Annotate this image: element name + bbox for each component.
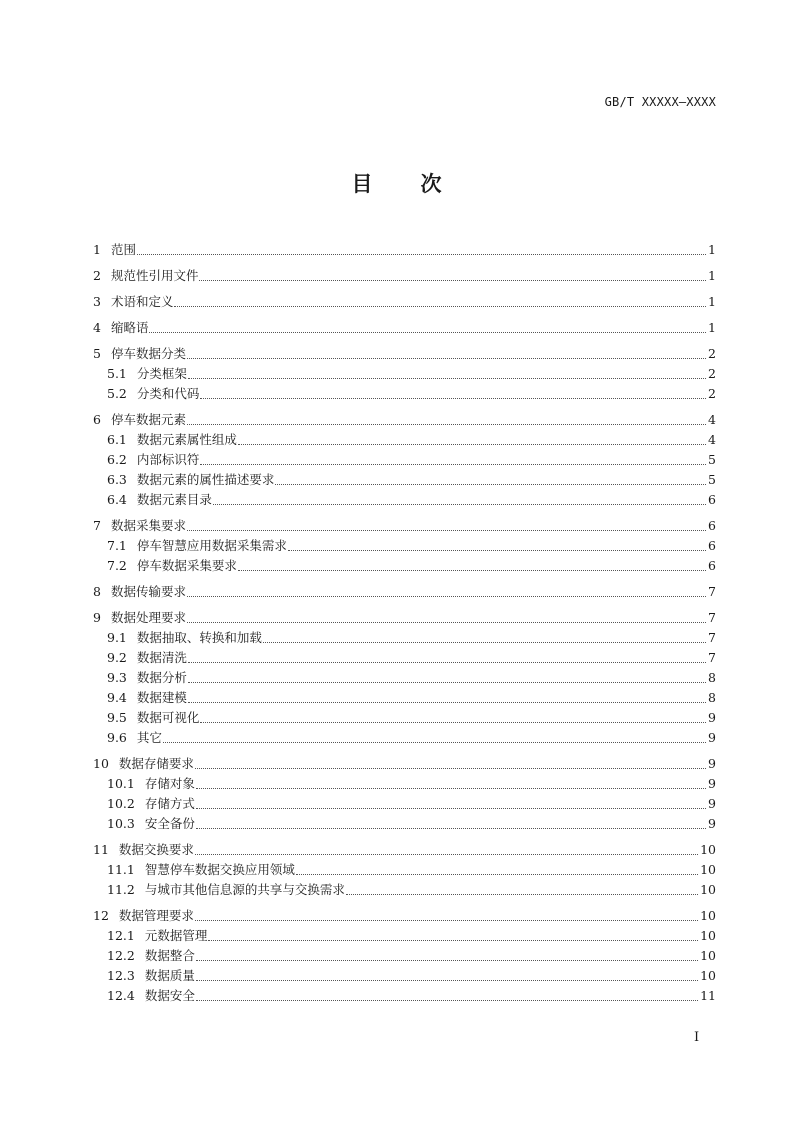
toc-entry[interactable] <box>93 450 716 470</box>
toc-entry[interactable] <box>93 364 716 384</box>
toc-entry-number: 8 <box>93 584 101 599</box>
toc-dot-leader <box>238 569 706 571</box>
toc-entry-label: 数据安全 <box>144 988 195 1003</box>
toc-entry-number: 6.3 <box>107 472 127 487</box>
toc-entry[interactable] <box>93 430 716 450</box>
toc-entry-number: 10.1 <box>107 776 135 791</box>
toc-dot-leader <box>188 701 706 703</box>
toc-entry-label: 数据质量 <box>144 968 195 983</box>
toc-entry-number: 9.4 <box>107 690 127 705</box>
toc-entry-label: 其它 <box>136 730 162 745</box>
toc-entry[interactable] <box>93 946 716 966</box>
toc-dot-leader <box>238 443 706 445</box>
toc-entry-number: 11.1 <box>107 862 135 877</box>
toc-entry-number: 12 <box>93 908 109 923</box>
toc-entry-number: 5 <box>93 346 101 361</box>
toc-entry-number: 10.3 <box>107 816 135 831</box>
toc-dot-leader <box>196 999 698 1001</box>
toc-entry-label: 数据建模 <box>136 690 187 705</box>
toc-entry-number: 9.6 <box>107 730 127 745</box>
toc-dot-leader <box>195 919 698 921</box>
toc-entry-label: 内部标识符 <box>136 452 200 467</box>
toc-dot-leader <box>296 873 698 875</box>
toc-entry[interactable] <box>93 794 716 814</box>
toc-entry-page: 1 <box>708 268 716 283</box>
toc-entry[interactable] <box>93 774 716 794</box>
toc-entry-page: 10 <box>700 928 716 943</box>
toc-entry-label: 术语和定义 <box>110 294 174 309</box>
toc-entry-label: 数据元素目录 <box>136 492 212 507</box>
toc-entry-label: 数据交换要求 <box>118 842 194 857</box>
toc-entry-number: 4 <box>93 320 101 335</box>
toc-entry-label: 数据元素属性组成 <box>136 432 237 447</box>
table-of-contents <box>93 240 716 1006</box>
toc-dot-leader <box>188 681 706 683</box>
toc-entry-label: 停车数据分类 <box>110 346 186 361</box>
toc-entry-label: 范围 <box>110 242 136 257</box>
toc-dot-leader <box>187 357 706 359</box>
toc-entry-page: 7 <box>708 630 716 645</box>
toc-dot-leader <box>187 423 706 425</box>
toc-title <box>0 168 793 198</box>
toc-entry[interactable] <box>93 582 716 602</box>
toc-entry-number: 6.4 <box>107 492 127 507</box>
toc-dot-leader <box>174 305 706 307</box>
toc-entry-page: 11 <box>700 988 716 1003</box>
toc-entry[interactable] <box>93 906 716 926</box>
toc-entry-page: 1 <box>708 320 716 335</box>
toc-entry-number: 5.1 <box>107 366 127 381</box>
toc-entry-page: 5 <box>708 452 716 467</box>
toc-entry-page: 7 <box>708 610 716 625</box>
toc-entry-page: 1 <box>708 294 716 309</box>
toc-dot-leader <box>163 741 706 743</box>
toc-entry-number: 5.2 <box>107 386 127 401</box>
toc-entry-label: 数据管理要求 <box>118 908 194 923</box>
toc-entry-label: 数据采集要求 <box>110 518 186 533</box>
toc-entry-label: 数据清洗 <box>136 650 187 665</box>
toc-dot-leader <box>188 377 706 379</box>
toc-entry-label: 智慧停车数据交换应用领域 <box>144 862 295 877</box>
toc-entry-number: 10 <box>93 756 109 771</box>
toc-dot-leader <box>263 641 706 643</box>
toc-entry-page: 9 <box>708 756 716 771</box>
toc-entry-page: 6 <box>708 518 716 533</box>
toc-entry-number: 9.3 <box>107 670 127 685</box>
toc-entry-label: 存储方式 <box>144 796 195 811</box>
toc-entry[interactable] <box>93 926 716 946</box>
toc-entry-label: 停车数据元素 <box>110 412 186 427</box>
toc-dot-leader <box>196 979 698 981</box>
toc-entry-page: 4 <box>708 432 716 447</box>
toc-entry-number: 6.1 <box>107 432 127 447</box>
toc-dot-leader <box>187 529 706 531</box>
toc-dot-leader <box>195 853 698 855</box>
toc-entry[interactable] <box>93 470 716 490</box>
toc-entry[interactable] <box>93 860 716 880</box>
toc-entry[interactable] <box>93 840 716 860</box>
toc-entry-number: 6.2 <box>107 452 127 467</box>
toc-entry-page: 10 <box>700 862 716 877</box>
toc-entry[interactable] <box>93 516 716 536</box>
toc-entry-page: 5 <box>708 472 716 487</box>
page-folio: I <box>694 1030 700 1045</box>
toc-dot-leader <box>208 939 698 941</box>
toc-dot-leader <box>200 463 706 465</box>
toc-entry-number: 7 <box>93 518 101 533</box>
toc-entry-page: 10 <box>700 908 716 923</box>
toc-entry[interactable] <box>93 986 716 1006</box>
toc-entry-page: 2 <box>708 386 716 401</box>
toc-entry-label: 规范性引用文件 <box>110 268 199 283</box>
toc-entry-page: 8 <box>708 690 716 705</box>
toc-entry-label: 数据可视化 <box>136 710 200 725</box>
toc-dot-leader <box>137 253 706 255</box>
toc-entry-page: 6 <box>708 538 716 553</box>
toc-entry-number: 12.2 <box>107 948 135 963</box>
toc-entry-number: 9.5 <box>107 710 127 725</box>
toc-entry-label: 数据元素的属性描述要求 <box>136 472 275 487</box>
toc-dot-leader <box>199 279 706 281</box>
toc-entry-page: 4 <box>708 412 716 427</box>
toc-entry[interactable] <box>93 556 716 576</box>
toc-dot-leader <box>188 661 706 663</box>
toc-entry-number: 7.2 <box>107 558 127 573</box>
toc-entry[interactable] <box>93 648 716 668</box>
toc-entry-page: 6 <box>708 558 716 573</box>
toc-entry-label: 数据处理要求 <box>110 610 186 625</box>
toc-dot-leader <box>200 721 706 723</box>
toc-entry-number: 2 <box>93 268 101 283</box>
toc-entry-page: 10 <box>700 968 716 983</box>
toc-dot-leader <box>213 503 706 505</box>
toc-title-char-1: 目 <box>351 172 373 196</box>
toc-entry-number: 11 <box>93 842 109 857</box>
toc-entry[interactable] <box>93 608 716 628</box>
toc-entry-page: 9 <box>708 816 716 831</box>
toc-entry[interactable] <box>93 668 716 688</box>
toc-entry-number: 9 <box>93 610 101 625</box>
toc-entry-page: 2 <box>708 366 716 381</box>
toc-entry[interactable] <box>93 410 716 430</box>
toc-entry[interactable] <box>93 814 716 834</box>
toc-entry[interactable] <box>93 384 716 404</box>
toc-entry[interactable] <box>93 754 716 774</box>
toc-entry-number: 12.4 <box>107 988 135 1003</box>
toc-entry-label: 停车数据采集要求 <box>136 558 237 573</box>
toc-dot-leader <box>196 807 706 809</box>
toc-entry-label: 数据存储要求 <box>118 756 194 771</box>
toc-entry-label: 安全备份 <box>144 816 195 831</box>
toc-dot-leader <box>187 621 706 623</box>
toc-entry-page: 10 <box>700 882 716 897</box>
toc-dot-leader <box>196 959 698 961</box>
toc-entry-page: 8 <box>708 670 716 685</box>
toc-entry[interactable] <box>93 628 716 648</box>
toc-entry-number: 12.1 <box>107 928 135 943</box>
toc-entry-page: 7 <box>708 584 716 599</box>
toc-entry-label: 分类和代码 <box>136 386 200 401</box>
toc-entry-number: 3 <box>93 294 101 309</box>
document-code: GB/T XXXXX—XXXX <box>604 95 716 109</box>
toc-entry-label: 元数据管理 <box>144 928 208 943</box>
toc-entry-number: 6 <box>93 412 101 427</box>
toc-entry-page: 9 <box>708 776 716 791</box>
toc-entry-label: 数据整合 <box>144 948 195 963</box>
toc-entry-page: 6 <box>708 492 716 507</box>
toc-entry[interactable] <box>93 318 716 338</box>
toc-entry-page: 1 <box>708 242 716 257</box>
toc-entry-page: 10 <box>700 842 716 857</box>
toc-entry-label: 数据抽取、转换和加载 <box>136 630 262 645</box>
toc-dot-leader <box>196 787 706 789</box>
toc-dot-leader <box>196 827 706 829</box>
toc-entry[interactable] <box>93 490 716 510</box>
toc-entry[interactable] <box>93 240 716 260</box>
toc-entry-label: 停车智慧应用数据采集需求 <box>136 538 287 553</box>
toc-dot-leader <box>187 595 706 597</box>
toc-dot-leader <box>275 483 706 485</box>
toc-dot-leader <box>346 893 698 895</box>
toc-entry-number: 9.2 <box>107 650 127 665</box>
toc-entry-page: 7 <box>708 650 716 665</box>
toc-entry-number: 10.2 <box>107 796 135 811</box>
toc-entry[interactable] <box>93 344 716 364</box>
toc-entry-page: 9 <box>708 730 716 745</box>
toc-entry[interactable] <box>93 728 716 748</box>
toc-entry-label: 数据传输要求 <box>110 584 186 599</box>
toc-entry-number: 9.1 <box>107 630 127 645</box>
toc-entry-label: 分类框架 <box>136 366 187 381</box>
toc-entry-label: 数据分析 <box>136 670 187 685</box>
toc-entry-number: 1 <box>93 242 101 257</box>
toc-entry[interactable] <box>93 266 716 286</box>
toc-entry-page: 9 <box>708 710 716 725</box>
toc-entry-page: 9 <box>708 796 716 811</box>
toc-entry-page: 2 <box>708 346 716 361</box>
toc-entry[interactable] <box>93 880 716 900</box>
toc-entry-page: 10 <box>700 948 716 963</box>
toc-dot-leader <box>195 767 706 769</box>
toc-entry-number: 7.1 <box>107 538 127 553</box>
toc-dot-leader <box>149 331 706 333</box>
toc-entry-number: 12.3 <box>107 968 135 983</box>
toc-entry-label: 存储对象 <box>144 776 195 791</box>
toc-entry[interactable] <box>93 536 716 556</box>
toc-entry[interactable] <box>93 966 716 986</box>
toc-title-char-2: 次 <box>420 172 442 196</box>
toc-dot-leader <box>288 549 706 551</box>
toc-entry-number: 11.2 <box>107 882 135 897</box>
toc-entry-label: 缩略语 <box>110 320 149 335</box>
toc-entry-label: 与城市其他信息源的共享与交换需求 <box>144 882 345 897</box>
toc-entry[interactable] <box>93 688 716 708</box>
toc-entry[interactable] <box>93 708 716 728</box>
toc-entry[interactable] <box>93 292 716 312</box>
toc-dot-leader <box>200 397 706 399</box>
